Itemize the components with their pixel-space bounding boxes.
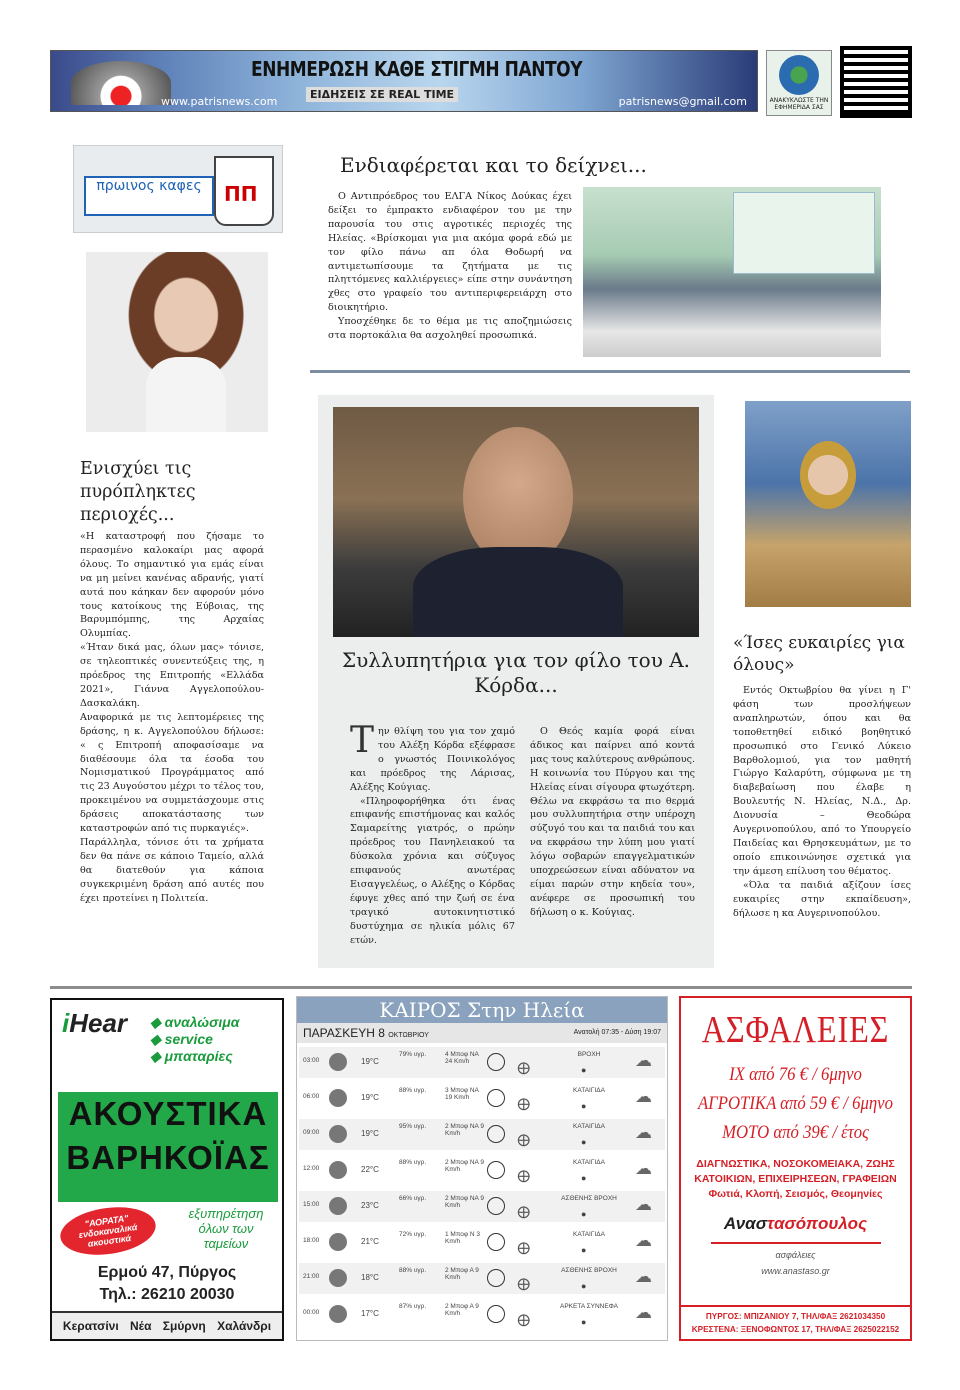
condition-dot-icon: ●: [581, 1137, 587, 1147]
weather-temp: 21°C: [361, 1237, 379, 1246]
qr-code[interactable]: [840, 46, 912, 118]
weather-row: [299, 1047, 665, 1078]
paragraph: «Η καταστροφή που ζήσαμε το περασμένο καλοκαίρι μας αφορά όλους. Το σημαντικό για εμάς είναι να μη μείνει κανένας αδρανής, γιατί αυτά που κάηκαν δεν αφορούν μόνο τους κατοίκους της Εύβοιας, της Βαρυμπόμπης, της Αρχαίας Ολυμπίας.: [80, 531, 264, 640]
weather-temp: 23°C: [361, 1201, 379, 1210]
tree-icon: 🜨: [517, 1277, 531, 1294]
weather-row: [299, 1191, 665, 1222]
satellite-graphic: [71, 61, 171, 105]
ihear-logo: iHear: [62, 1008, 128, 1038]
story-doukas-title: Ενδιαφέρεται και το δείχνει...: [340, 153, 647, 177]
tree-icon: 🜨: [517, 1133, 531, 1150]
column-logo-label: πρωινος καφες: [84, 176, 214, 216]
weather-condition: ΒΡΟΧΗ: [577, 1051, 601, 1058]
ad3-brand-sub: ασφάλειες: [775, 1250, 816, 1260]
weather-date: ΠΑΡΑΣΚΕΥΗ 8 ΟΚΤΩΒΡΙΟΥ Ανατολή 07:35 - Δύση 19:07: [297, 1023, 667, 1043]
clock-icon: [329, 1125, 347, 1143]
story-doukas-body: [328, 190, 572, 343]
weather-wind: 2 Μποφ ΝΑ 9 Km/h: [445, 1123, 484, 1137]
weather-humidity: 87% υγρ.: [399, 1303, 427, 1310]
ad3-services: ΔΙΑΓΝΩΣΤΙΚΑ, ΝΟΣΟΚΟΜΕΙΑΚΑ, ΖΩΗΣ ΚΑΤΟΙΚΙΩΝ, ΕΠΙΧΕΙΡΗΣΕΩΝ, ΓΡΑΦΕΙΩΝ Φωτιά, Κλοπή, Σεισμός, Θεομηνίες: [694, 1158, 897, 1200]
coffee-mug-icon: [214, 156, 274, 226]
ad-main-title: ΑΚΟΥΣΤΙΚΑ ΒΑΡΗΚΟΪΑΣ: [58, 1092, 278, 1202]
condition-dot-icon: ●: [581, 1317, 587, 1327]
weather-time: 09:00: [303, 1129, 320, 1136]
weather-wind: 2 Μποφ Α 9 Km/h: [445, 1303, 479, 1317]
condition-dot-icon: ●: [581, 1101, 587, 1111]
weather-humidity: 79% υγρ.: [399, 1051, 427, 1058]
wind-arrow-icon: [487, 1053, 505, 1071]
column-logo: [73, 145, 283, 233]
weather-humidity: 72% υγρ.: [399, 1231, 427, 1238]
weather-wind: 2 Μποφ ΝΑ 9 Km/h: [445, 1159, 484, 1173]
weather-temp: 17°C: [361, 1309, 379, 1318]
cloud-rain-icon: ☁: [635, 1123, 652, 1142]
tree-icon: 🜨: [517, 1061, 531, 1078]
ad-hearing-aids[interactable]: [50, 998, 284, 1341]
recycle-globe-icon: [779, 55, 819, 95]
tree-icon: 🜨: [517, 1313, 531, 1330]
ad-insurance[interactable]: [679, 996, 912, 1341]
weather-row: [299, 1119, 665, 1150]
aorata-badge: "ΑΟΡΑΤΑ" ενδοκαναλικά ακουστικά: [57, 1202, 158, 1261]
weather-condition: ΚΑΤΑΙΓΙΔΑ: [573, 1123, 605, 1130]
weather-condition: ΑΡΚΕΤΑ ΣΥΝΝΕΦΑ: [559, 1303, 619, 1310]
weather-temp: 19°C: [361, 1129, 379, 1138]
weather-condition: ΚΑΤΑΙΓΙΔΑ: [573, 1231, 605, 1238]
ads-divider: [50, 986, 912, 989]
paragraph: Υποσχέθηκε δε το θέμα με τις αποζημιώσεις στα πορτοκάλια θα ασχοληθεί προσωπικά.: [328, 316, 572, 342]
paragraph: Ο Θεός καμία φορά είναι άδικος και παίρνει από κοντά μας τους καλύτερους ανθρώπους. Η κοινωνία του Πύργου και της Ηλείας είναι σίγουρα φτωχότερη. Θέλω να εκφράσω τα πιο θερμά μου συλλυπητήρια στην υπέροχη σύζυγό του και τα παιδιά του και να εκφράσω την λύπη μου γιατί λόγω σοβαρών επαγγελματικών υποχρεώσεων είναι αδύνατον να είμαι παρών στην κηδεία του», ανέφερε σε προσωπική του δήλωση ο κ. Κούγιας.: [530, 726, 695, 918]
weather-wind: 1 Μποφ Ν 3 Km/h: [445, 1231, 480, 1245]
wind-arrow-icon: [487, 1305, 505, 1323]
tree-icon: 🜨: [517, 1205, 531, 1222]
weather-wind: 3 Μποφ ΝΑ 19 Km/h: [445, 1087, 479, 1101]
weather-humidity: 88% υγρ.: [399, 1087, 427, 1094]
section-divider: [310, 370, 910, 373]
dropcap: Τ: [350, 720, 375, 761]
weather-condition: ΑΣΘΕΝΗΣ ΒΡΟΧΗ: [561, 1267, 617, 1274]
ad3-web[interactable]: www.anastaso.gr: [761, 1266, 830, 1276]
header-banner: [50, 50, 758, 112]
condition-dot-icon: ●: [581, 1173, 587, 1183]
ad3-addresses: ΠΥΡΓΟΣ: ΜΠΙΖΑΝΙΟΥ 7, ΤΗΛ/ΦΑΞ 2621034350 ΚΡΕΣΤΕΝΑ: ΞΕΝΟΦΩΝΤΟΣ 17, ΤΗΛ/ΦΑΞ 2625022152: [681, 1305, 910, 1339]
photo-angelopoulou: [86, 252, 268, 432]
photo-meeting: [583, 187, 881, 357]
tree-icon: 🜨: [517, 1169, 531, 1186]
weather-condition: ΚΑΤΑΙΓΙΔΑ: [573, 1087, 605, 1094]
ad-branches: Κερατσίνι Νέα Σμύρνη Χαλάνδρι: [52, 1311, 282, 1339]
paragraph: Εντός Οκτωβρίου θα γίνει η Γ' φάση των προσλήψεων αναπληρωτών, όπου και θα τοποθετηθεί ειδικό βοηθητικό προσωπικό στο Γενικό Λύκειο Βαρθολομιού, για τον μαθητή Γιώργο Καλαρύτη, σύμφωνα με τη διαβεβαίωση που έλαβε η Βουλευτής Ν. Ηλείας, Ν.Δ., Δρ. Διονυσία – Θεοδώρα Αυγερινοπούλου, από το Υπουργείο Παιδείας και Θρησκευμάτων, με το οποίο επικοινώνησε σχετικά για την άμεση επίλυση του θέματος.: [733, 685, 911, 877]
weather-row: [299, 1155, 665, 1186]
condition-dot-icon: ●: [581, 1209, 587, 1219]
paragraph: Ο Αντιπρόεδρος του ΕΛΓΑ Νίκος Δούκας έχει δείξει το έμπρακτο ενδιαφέρον του με την παρουσία του στις αγροτικές περιοχές της Ηλείας. «Βρίσκομαι για μια ακόμα φορά εδώ με τον φίλο πάνω απ όλα Θοδωρή να αντιμετωπίσουμε τα ζητήματα με τις πληττόμενες καλλιέργειες» είπε στην συνάντηση χθες στο γραφείο του αντιπεριφερειάρχη στο διοικητήριο.: [328, 191, 572, 314]
weather-widget: [296, 996, 668, 1341]
weather-wind: 2 Μποφ ΝΑ 9 Km/h: [445, 1195, 484, 1209]
weather-time: 03:00: [303, 1057, 320, 1064]
wind-arrow-icon: [487, 1197, 505, 1215]
clock-icon: [329, 1233, 347, 1251]
weather-row: [299, 1263, 665, 1294]
weather-row: [299, 1083, 665, 1114]
weather-temp: 22°C: [361, 1165, 379, 1174]
mug-badge: ΠΠ: [224, 182, 258, 206]
story-kordas-col2: [530, 725, 695, 920]
ad-address: Ερμού 47, Πύργος Τηλ.: 26210 20030: [97, 1264, 237, 1303]
weather-temp: 19°C: [361, 1093, 379, 1102]
paragraph: Παράλληλα, τόνισε ότι τα χρήματα δεν θα πάνε σε κάποιο Ταμείο, αλλά θα διατεθούν για κάποια συγκεκριμένη δράση από αυτές που έχει προτείνει η Πολιτεία.: [80, 836, 264, 904]
weather-humidity: 88% υγρ.: [399, 1159, 427, 1166]
cloud-rain-icon: ☁: [635, 1195, 652, 1214]
clock-icon: [329, 1305, 347, 1323]
condition-dot-icon: ●: [581, 1245, 587, 1255]
tree-icon: 🜨: [517, 1241, 531, 1258]
story-kordas-col1: [350, 720, 515, 948]
cloud-rain-icon: ☁: [635, 1159, 652, 1178]
wind-arrow-icon: [487, 1233, 505, 1251]
clock-icon: [329, 1089, 347, 1107]
weather-row: [299, 1227, 665, 1258]
ad-features: ◆ αναλώσιμα ◆ service ◆ μπαταρίες: [150, 1014, 240, 1064]
clock-icon: [329, 1269, 347, 1287]
cloud-rain-icon: ☁: [635, 1267, 652, 1286]
clock-icon: [329, 1161, 347, 1179]
wind-arrow-icon: [487, 1089, 505, 1107]
weather-temp: 19°C: [361, 1057, 379, 1066]
paragraph: «Όλα τα παιδιά αξίζουν ίσες ευκαιρίες στην εκπαίδευση», δήλωσε η κα Αυγερινοπούλου.: [733, 879, 911, 919]
weather-time: 15:00: [303, 1201, 320, 1208]
paragraph: «Πληροφορήθηκα ότι ένας επιφανής επιστήμονας και καλός Σαμαρείτης γιατρός, ο πρώην πρόεδρος του Πανηλειακού τα δύσκολα χρόνια και σύζυγος επιφανούς ανωτέρας Εισαγγελέως, ο Αλέξης ο Κόρδας έφυγε χθες από την ζωή σε ένα τραγικό αυτοκινητιστικό δυστύχημα σε ηλικία μόλις 67 ετών.: [350, 795, 515, 946]
weather-time: 06:00: [303, 1093, 320, 1100]
weather-condition: ΑΣΘΕΝΗΣ ΒΡΟΧΗ: [561, 1195, 617, 1202]
paragraph: Αναφορικά με τις λεπτομέρειες της δράσης, η κ. Αγγελοπούλου δήλωσε: « ς Επιτροπή αποφασίσαμε να διαθέσουμε όλα τα έσοδα του Νομισματικού Προγράμματος από τις 23 Αυγούστου μέχρι το τέλος του, προκειμένου να συμμετάσχουμε στις δράσεις αποκατάστασης των καταστροφών από τις πυρκαγιές».: [80, 711, 264, 835]
weather-wind: 4 Μποφ ΝΑ 24 Km/h: [445, 1051, 479, 1065]
weather-humidity: 88% υγρ.: [399, 1267, 427, 1274]
weather-humidity: 66% υγρ.: [399, 1195, 427, 1202]
story-gianna-title: Ενισχύει τις πυρόπληκτες περιοχές...: [80, 459, 196, 525]
weather-title: ΚΑΙΡΟΣ Στην Ηλεία: [297, 997, 667, 1023]
wind-arrow-icon: [487, 1161, 505, 1179]
wind-arrow-icon: [487, 1125, 505, 1143]
recycle-caption: ΑΝΑΚΥΚΛΩΣΤΕ ΤΗΝ ΕΦΗΜΕΡΙΔΑ ΣΑΣ: [769, 97, 829, 111]
weather-time: 12:00: [303, 1165, 320, 1172]
weather-rows: [297, 1043, 667, 1338]
recycle-badge: [766, 50, 832, 116]
paragraph: ην θλίψη του για τον χαμό του Αλέξη Κόρδα εξέφρασε ο γνωστός Ποινικολόγος και πρόεδρος της Λάρισας, Αλέξης Κούγιας.: [350, 726, 515, 793]
weather-time: 00:00: [303, 1309, 320, 1316]
cloud-rain-icon: ☁: [635, 1303, 652, 1322]
story-kordas-title: Συλλυπητήρια για τον φίλο του Α. Κόρδα...: [341, 648, 691, 697]
photo-avgerinopoulou: [745, 401, 911, 607]
weather-condition: ΚΑΤΑΙΓΙΔΑ: [573, 1159, 605, 1166]
weather-temp: 18°C: [361, 1273, 379, 1282]
cloud-rain-icon: ☁: [635, 1231, 652, 1250]
weather-humidity: 95% υγρ.: [399, 1123, 427, 1130]
ad3-brand: Αναστασόπουλος: [711, 1214, 881, 1244]
banner-site-url[interactable]: www.patrisnews.com: [161, 95, 278, 108]
ad3-offers: ΙΧ από 76 € / 6μηνο ΑΓΡΟΤΙΚΑ από 59 € / 6μηνο ΜΟΤΟ από 39€ / έτος: [698, 1064, 893, 1143]
condition-dot-icon: ●: [581, 1065, 587, 1075]
clock-icon: [329, 1197, 347, 1215]
paragraph: «Ήταν δικά μας, όλων μας» τόνισε, σε τηλεοπτικές συνεντεύξεις της, η πρόεδρος της Επιτροπής «Ελλάδα 2021», Γιάννα Αγγελοπούλου-Δασκαλάκη.: [80, 642, 264, 709]
cloud-rain-icon: ☁: [635, 1051, 652, 1070]
tree-icon: 🜨: [517, 1097, 531, 1114]
weather-wind: 2 Μποφ Α 9 Km/h: [445, 1267, 479, 1281]
wind-arrow-icon: [487, 1269, 505, 1287]
photo-kordas: [333, 407, 699, 637]
story-gianna-body: [80, 530, 264, 905]
banner-email[interactable]: patrisnews@gmail.com: [618, 95, 747, 108]
condition-dot-icon: ●: [581, 1281, 587, 1291]
weather-row: [299, 1299, 665, 1330]
ad-service-note: εξυπηρέτηση όλων των ταμείων: [188, 1206, 264, 1251]
story-isa-body: [733, 684, 911, 920]
weather-time: 21:00: [303, 1273, 320, 1280]
weather-time: 18:00: [303, 1237, 320, 1244]
story-isa-title: «Ίσες ευκαιρίες για όλους»: [733, 633, 905, 675]
banner-headline: ΕΝΗΜΕΡΩΣΗ ΚΑΘΕ ΣΤΙΓΜΗ ΠΑΝΤΟΥ: [251, 57, 583, 81]
ad3-title: ΑΣΦΑΛΕΙΕΣ: [701, 1009, 890, 1051]
banner-sub: ΕΙΔΗΣΕΙΣ ΣΕ REAL TIME: [306, 87, 458, 102]
clock-icon: [329, 1053, 347, 1071]
cloud-rain-icon: ☁: [635, 1087, 652, 1106]
